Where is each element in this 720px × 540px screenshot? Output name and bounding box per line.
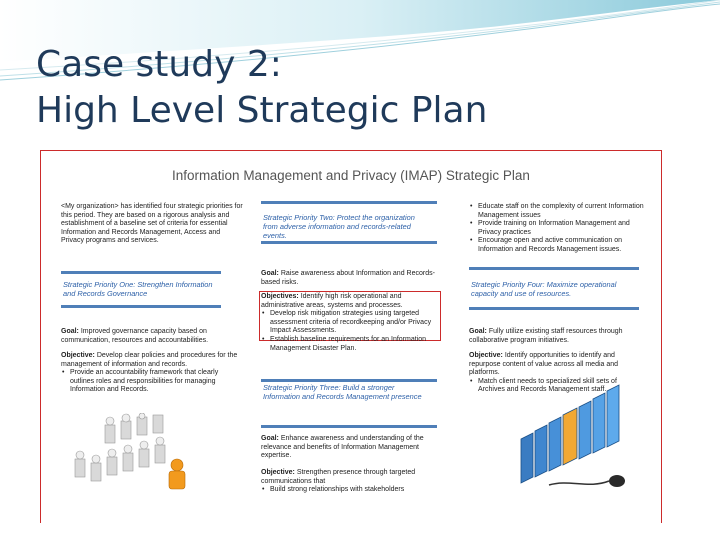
goal-label: Goal: — [61, 328, 79, 335]
intro-text: <My organization> has identified four strategic priorities for this period. They are based on a rigorous analysis and establishment of a baseline set of criteria for essential Information and Records Management, Access and Privacy programs and services. — [61, 203, 243, 245]
slide-title-line-1: Case study 2: — [36, 44, 282, 85]
priority-three-heading: Strategic Priority Three: Build a stronger Information and Records Management presence — [263, 383, 422, 401]
priority-one-goal — [61, 328, 243, 345]
priority-two-goal — [261, 270, 437, 287]
priority-one-heading: Strategic Priority One: Strengthen Information and Records Governance — [63, 280, 213, 298]
separator-bar — [61, 305, 221, 308]
priority-two-heading: Strategic Priority Two: Protect the organization from adverse information and records-related events. — [263, 213, 415, 240]
goal-text: Enhance awareness and understanding of the relevance and benefits of Information Management expertise. — [261, 435, 424, 460]
objective-label: Objective: — [469, 352, 503, 359]
slide-title — [36, 42, 696, 134]
priority-two-objective — [261, 293, 437, 353]
priority-four-goal — [469, 328, 645, 345]
priority-four-heading: Strategic Priority Four: Maximize operational capacity and use of resources. — [471, 280, 617, 298]
objective-label: Objective: — [261, 469, 295, 476]
goal-label: Goal: — [261, 435, 279, 442]
priority-one-objective — [61, 352, 243, 395]
separator-bar — [261, 425, 437, 428]
slide-title-line-2: High Level Strategic Plan — [36, 90, 488, 131]
list-item: • Educate staff on the complexity of current Information Management issues — [478, 203, 645, 220]
separator-bar — [469, 267, 639, 270]
goal-label: Goal: — [261, 270, 279, 277]
objective-text: Identify opportunities to identify and repurpose content of value across all media and platforms. — [469, 352, 619, 377]
list-item: • Encourage open and active communication on Information and Records Management issues. — [478, 237, 645, 254]
objective-label: Objective: — [61, 352, 95, 359]
priority-three-objective — [261, 469, 437, 495]
list-item: • Match client needs to specialized skill sets of Archives and Records Management staff. — [478, 378, 645, 395]
goal-text: Fully utilize existing staff resources through collaborative program initiatives. — [469, 328, 623, 344]
priority-four-top-bullets — [469, 203, 645, 255]
objective-text: Identify high risk operational and administrative areas, systems and processes. — [261, 293, 403, 309]
strategic-plan-figure — [40, 150, 662, 523]
separator-bar — [261, 241, 437, 244]
folders-illustration — [509, 377, 649, 497]
list-item: • Provide an accountability framework that clearly outlines roles and responsibilities for managing Information and Records. — [70, 369, 243, 395]
figure-title: Information Management and Privacy (IMAP) Strategic Plan — [172, 168, 530, 183]
separator-bar — [261, 379, 437, 382]
separator-bar — [469, 307, 639, 310]
goal-text: Raise awareness about Information and Records-based risks. — [261, 270, 435, 286]
goal-text: Improved governance capacity based on communication, resources and accountabilities. — [61, 328, 209, 344]
list-item: • Build strong relationships with stakeholders — [270, 486, 437, 495]
objective-label: Objectives: — [261, 293, 299, 300]
goal-label: Goal: — [469, 328, 487, 335]
objective-text: Strengthen presence through targeted communications that — [261, 469, 416, 485]
list-item: • Develop risk mitigation strategies using targeted assessment criteria of recordkeeping and/or Privacy Impact Assessments. — [270, 310, 437, 336]
separator-bar — [61, 271, 221, 274]
objective-text: Develop clear policies and procedures for the management of information and records. — [61, 352, 238, 368]
priority-three-goal — [261, 435, 437, 461]
team-figures-illustration — [65, 413, 205, 493]
separator-bar — [261, 201, 437, 204]
list-item: • Provide training on Information Management and Privacy practices — [478, 220, 645, 237]
list-item: • Establish baseline requirements for an Information Management Disaster Plan. — [270, 336, 437, 353]
